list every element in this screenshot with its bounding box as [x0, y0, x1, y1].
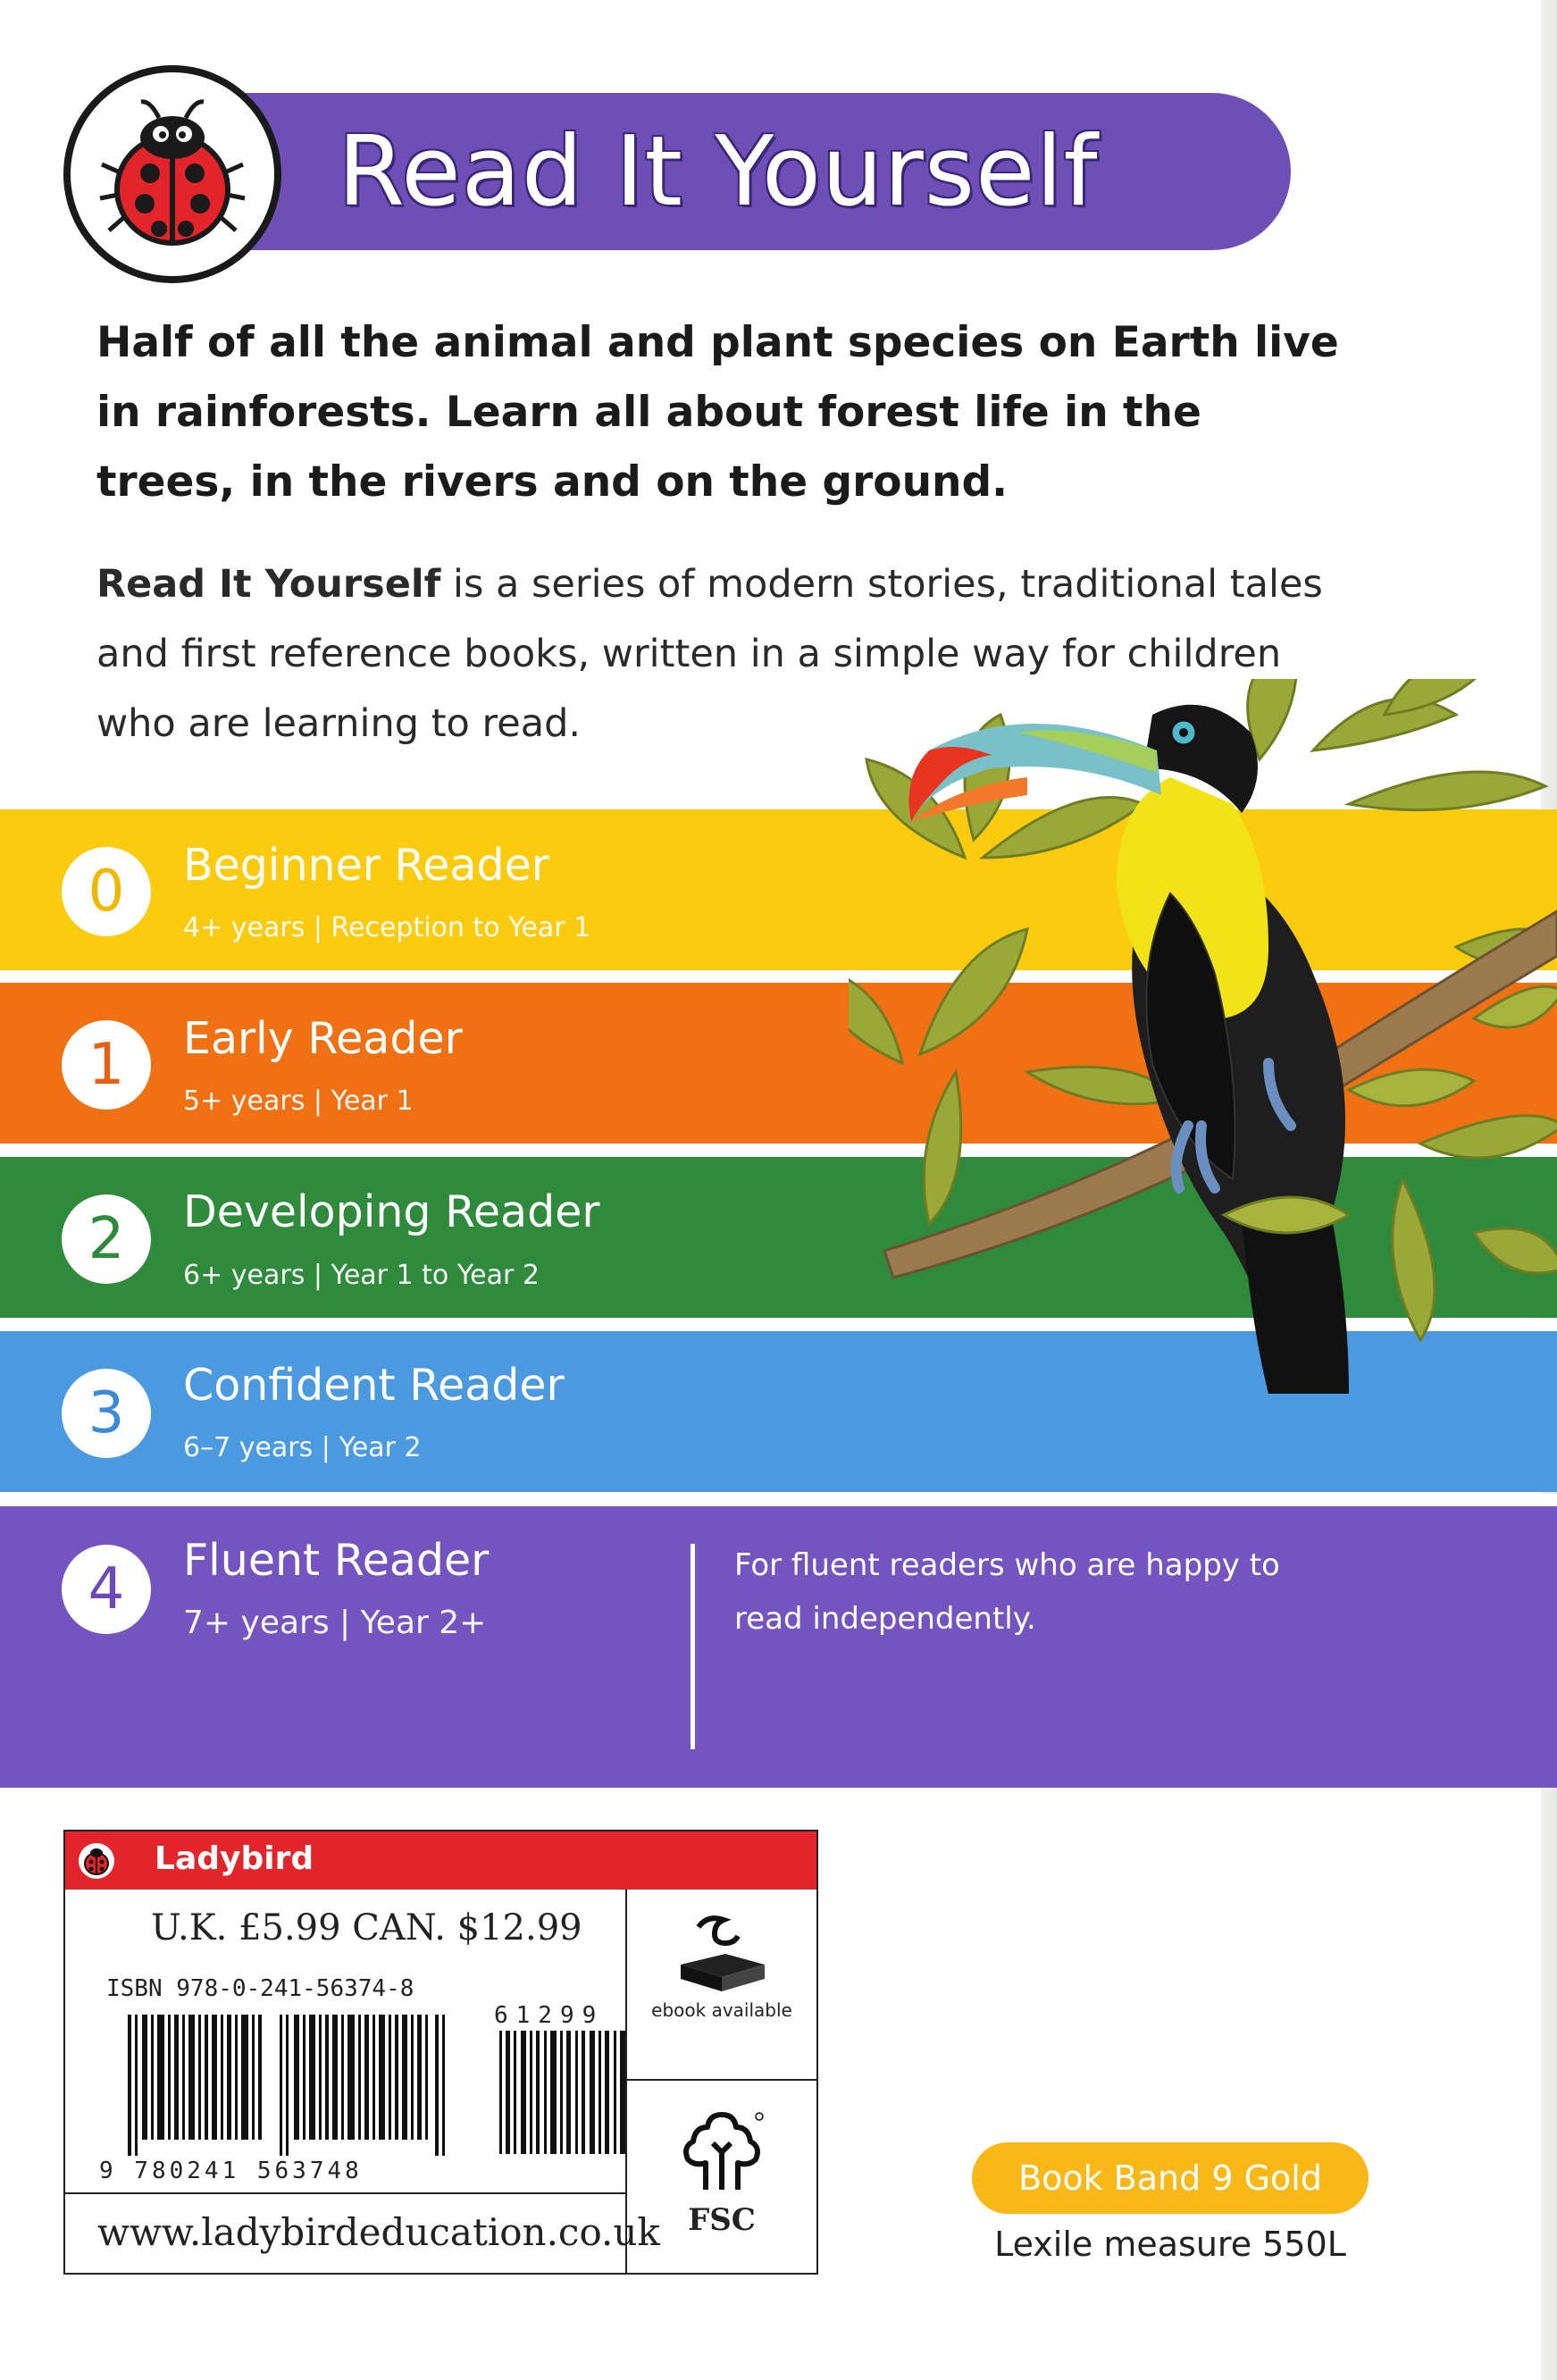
level-subtitle-3: 6–7 years | Year 2	[183, 1432, 422, 1463]
barcode-icon	[128, 2015, 449, 2156]
level-number-3: 3	[62, 1369, 151, 1458]
series-title: Read It Yourself	[338, 116, 1099, 228]
fsc-tree-icon	[674, 2108, 770, 2197]
level-number-0: 0	[62, 847, 151, 936]
ebook-badge	[627, 1890, 816, 2081]
band-divider	[0, 1494, 1557, 1506]
isbn: ISBN 978-0-241-56374-8	[106, 1975, 414, 2002]
level-subtitle-4: 7+ years | Year 2+	[183, 1605, 487, 1641]
price-barcode-area	[65, 1890, 627, 2192]
barcode-digits: 9 780241 563748	[99, 2158, 363, 2184]
series-description-text: is a series of modern stories, traditional tales and first reference books, written in a simple way for children who are learning to read.	[96, 562, 1323, 746]
level-subtitle-1: 5+ years | Year 1	[183, 1085, 414, 1117]
level-subtitle-2: 6+ years | Year 1 to Year 2	[183, 1260, 540, 1291]
level-divider	[691, 1544, 695, 1749]
ladybird-logo-icon	[63, 64, 282, 284]
blurb-headline: Half of all the animal and plant species on Earth live in rainforests. Learn all about forest life in the trees, in the rivers and on the ground.	[96, 318, 1339, 507]
level-title-3: Confident Reader	[183, 1360, 565, 1411]
level-title-2: Developing Reader	[183, 1186, 600, 1237]
publisher-name: Ladybird	[155, 1840, 314, 1877]
price: U.K. £5.99 CAN. $12.99	[151, 1907, 582, 1948]
website-url: www.ladybirdeducation.co.uk	[97, 2210, 660, 2254]
level-number-4: 4	[62, 1545, 151, 1634]
ladybird-small-logo-icon	[78, 1842, 115, 1880]
publisher-box	[63, 1830, 818, 2275]
barcode-addon-icon	[499, 2031, 629, 2154]
lexile-measure: Lexile measure 550L	[994, 2225, 1346, 2264]
fsc-label: FSC	[688, 2202, 756, 2238]
toucan-illustration	[849, 679, 1557, 1483]
level-title-0: Beginner Reader	[183, 840, 549, 891]
level-description-4: For fluent readers who are happy to read independently.	[734, 1547, 1280, 1637]
barcode-addon-digits: 61299	[494, 2002, 605, 2029]
level-title-1: Early Reader	[183, 1013, 463, 1064]
level-number-2: 2	[62, 1194, 151, 1284]
series-name: Read It Yourself	[96, 562, 441, 607]
ebook-label: ebook available	[651, 1999, 792, 2021]
book-band-badge: Book Band 9 Gold	[972, 2142, 1369, 2214]
level-title-4: Fluent Reader	[183, 1535, 490, 1586]
level-subtitle-0: 4+ years | Reception to Year 1	[183, 912, 591, 943]
level-number-1: 1	[62, 1020, 151, 1110]
ebook-icon	[672, 1915, 772, 1995]
publisher-header	[65, 1831, 816, 1890]
website-row	[65, 2192, 660, 2275]
